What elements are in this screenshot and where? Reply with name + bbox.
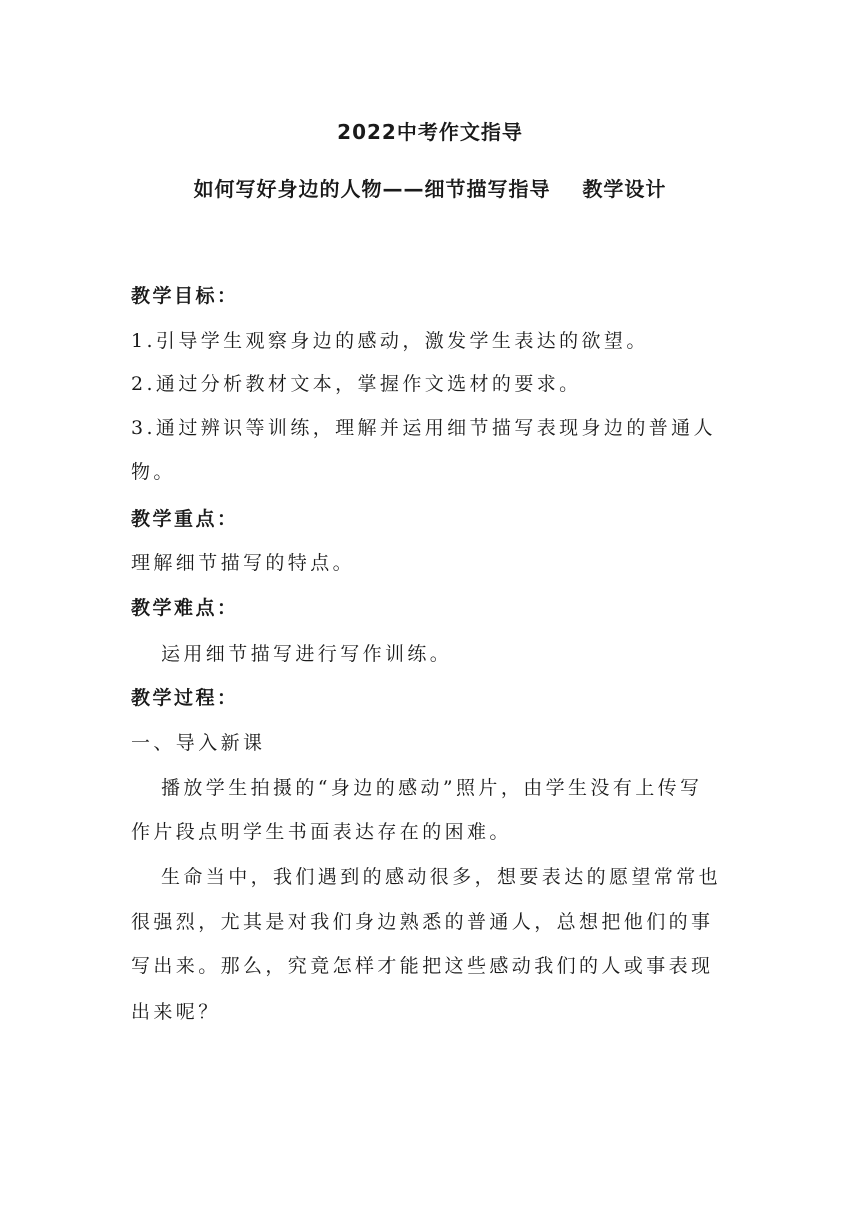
objectives-heading: 教学目标： bbox=[131, 285, 239, 307]
objective-item-3-line-1: 3.通过辨识等训练，理解并运用细节描写表现身边的普通人 bbox=[131, 417, 716, 439]
paragraph-2-line-4: 出来呢？ bbox=[131, 1001, 221, 1023]
paragraph-2-line-2: 很强烈，尤其是对我们身边熟悉的普通人，总想把他们的事 bbox=[131, 911, 714, 933]
paragraph-2-line-1: 生命当中，我们遇到的感动很多，想要表达的愿望常常也 bbox=[161, 866, 722, 888]
paragraph-2-line-3: 写出来。那么，究竟怎样才能把这些感动我们的人或事表现 bbox=[131, 955, 714, 977]
document-subtitle: 如何写好身边的人物——细节描写指导 教学设计 bbox=[193, 177, 667, 201]
process-heading: 教学过程： bbox=[131, 687, 239, 709]
key-points-heading: 教学重点： bbox=[131, 508, 239, 530]
objective-item-1: 1.引导学生观察身边的感动，激发学生表达的欲望。 bbox=[131, 330, 649, 352]
document-title: 2022中考作文指导 bbox=[337, 120, 523, 144]
objective-item-2: 2.通过分析教材文本，掌握作文选材的要求。 bbox=[131, 373, 582, 395]
paragraph-1-line-1: 播放学生拍摄的“身边的感动”照片，由学生没有上传写 bbox=[161, 777, 703, 799]
key-points-text: 理解细节描写的特点。 bbox=[131, 552, 356, 574]
objective-item-3-line-2: 物。 bbox=[131, 461, 176, 483]
paragraph-1-line-2: 作片段点明学生书面表达存在的困难。 bbox=[131, 821, 512, 843]
difficulties-text: 运用细节描写进行写作训练。 bbox=[161, 643, 453, 665]
difficulties-heading: 教学难点： bbox=[131, 597, 239, 619]
section-1-title: 一、导入新课 bbox=[131, 732, 266, 754]
